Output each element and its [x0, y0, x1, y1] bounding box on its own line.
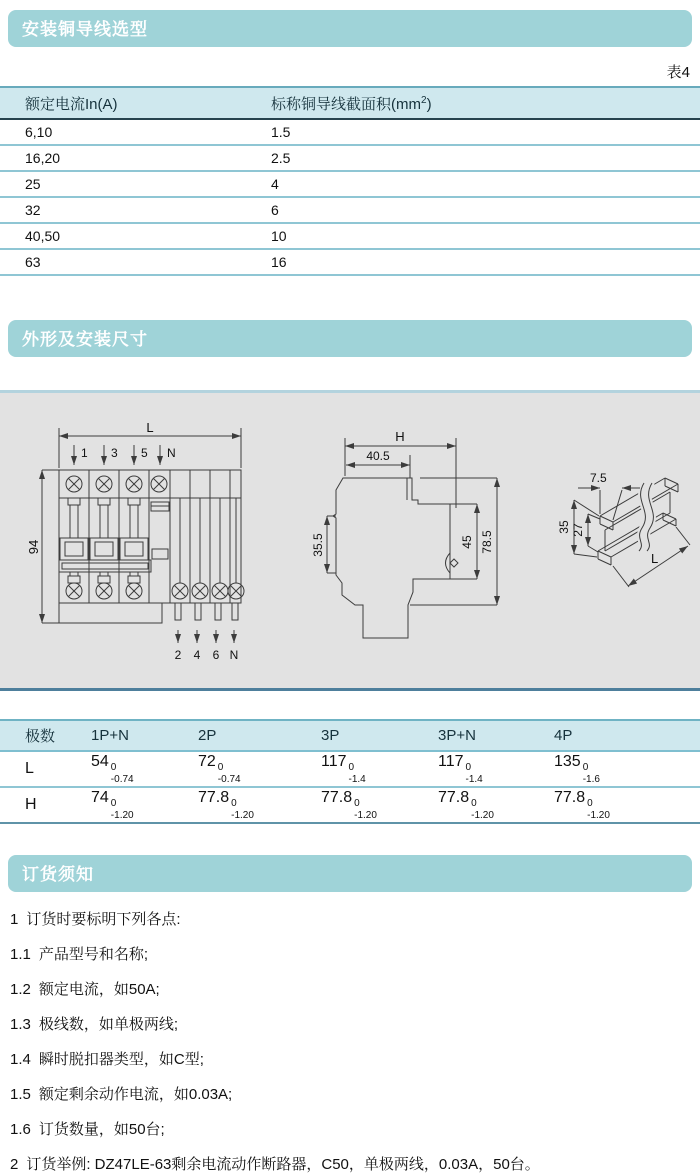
terminal-label-n-top: N: [167, 446, 176, 460]
cell-area: 1.5: [270, 119, 700, 145]
dims-header-3p: 3P: [320, 720, 437, 751]
table-row: [0, 145, 700, 171]
cell-current: 6,10: [0, 119, 270, 145]
front-view-drawing: [26, 420, 244, 662]
dim-value: 77.8 0 -1.20: [197, 787, 320, 823]
dims-header-2p: 2P: [197, 720, 320, 751]
dims-header-1pn: 1P+N: [90, 720, 197, 751]
dims-header-poles: 极数: [0, 720, 90, 751]
cell-area: 2.5: [270, 145, 700, 171]
list-item: 1.1 产品型号和名称;: [10, 946, 149, 963]
table-row: [0, 223, 700, 249]
table-row-h: [0, 787, 700, 823]
table-ref-label: 表4: [666, 64, 690, 81]
dim-value: 135 0 -1.6: [553, 751, 700, 787]
terminal-label-5: 5: [141, 446, 148, 460]
table-row: [0, 249, 700, 275]
cell-current: 40,50: [0, 223, 270, 249]
terminal-label-4: 4: [193, 648, 201, 662]
table-row: [0, 119, 700, 145]
cell-current: 25: [0, 171, 270, 197]
row-label: L: [0, 751, 90, 787]
terminal-label-1: 1: [81, 446, 88, 460]
table-row-l: [0, 751, 700, 787]
cell-current: 63: [0, 249, 270, 275]
dim-label-rail-flange: 7.5: [590, 471, 607, 485]
section-title-wire-selection: 安装铜导线选型: [8, 10, 692, 47]
dim-label-rail-inner: 27: [571, 523, 585, 537]
list-item: 1.2 额定电流，如50A;: [10, 981, 160, 998]
wire-table-header-current: 额定电流In(A): [0, 87, 270, 119]
dim-value: 77.8 0 -1.20: [320, 787, 437, 823]
dim-label-inner-height: 45: [460, 535, 474, 549]
wire-table-header-section-area: 标称铜导线截面积$(mm^2)$: [270, 87, 700, 119]
dim-label-front-width: L: [146, 420, 154, 435]
pole-dimensions-table: [0, 719, 700, 824]
cell-current: 32: [0, 197, 270, 223]
terminal-label-2: 2: [174, 648, 182, 662]
wire-table-header-row: [0, 87, 700, 119]
dim-label-front-face-height: 35.5: [311, 533, 325, 557]
terminal-label-3: 3: [111, 446, 118, 460]
table-row: [0, 171, 700, 197]
ordering-list: [10, 908, 700, 1174]
dim-label-overall-height: 78.5: [480, 530, 494, 554]
list-item: 1.6 订货数量，如50台;: [10, 1121, 165, 1138]
list-item: 1.5 额定剩余动作电流，如0.03A;: [10, 1086, 233, 1103]
dim-value: 54 0 -0.74: [90, 751, 197, 787]
dim-value: 72 0 -0.74: [197, 751, 320, 787]
dim-value: 117 0 -1.4: [437, 751, 553, 787]
dims-header-3pn: 3P+N: [437, 720, 553, 751]
list-item: 2 订货举例: DZ47LE-63剩余电流动作断路器，C50，单极两线，0.03A，50台。: [10, 1156, 540, 1173]
list-item: 1 订货时要标明下列各点:: [10, 911, 181, 928]
cell-area: 16: [270, 249, 700, 275]
row-label: H: [0, 787, 90, 823]
terminal-label-6: 6: [212, 648, 220, 662]
dim-value: 74 0 -1.20: [90, 787, 197, 823]
dim-label-front-height: 94: [26, 539, 41, 555]
dim-label-rail-height: 35: [557, 520, 571, 534]
side-view-drawing: [311, 429, 497, 638]
cell-area: 10: [270, 223, 700, 249]
din-rail-drawing: [557, 471, 690, 587]
dim-value: 77.8 0 -1.20: [553, 787, 700, 823]
dims-table-header-row: [0, 720, 700, 751]
list-item: 1.4 瞬时脱扣器类型，如C型;: [10, 1051, 204, 1068]
wire-selection-table: [0, 86, 700, 276]
dimension-drawing: [0, 393, 700, 688]
section-title-dimensions: 外形及安装尺寸: [8, 320, 692, 357]
cell-area: 4: [270, 171, 700, 197]
table-row: [0, 197, 700, 223]
dims-header-4p: 4P: [553, 720, 700, 751]
dim-label-top-width: 40.5: [366, 449, 390, 463]
section-title-ordering: 订货须知: [8, 855, 692, 892]
dim-label-rail-length: L: [651, 551, 659, 566]
terminal-label-n-bottom: N: [229, 648, 239, 662]
cell-area: 6: [270, 197, 700, 223]
list-item: 1.3 极线数，如单极两线;: [10, 1016, 179, 1033]
dim-value: 117 0 -1.4: [320, 751, 437, 787]
dim-label-side-h: H: [395, 429, 405, 444]
dimension-drawing-panel: [0, 390, 700, 691]
cell-current: 16,20: [0, 145, 270, 171]
dim-value: 77.8 0 -1.20: [437, 787, 553, 823]
